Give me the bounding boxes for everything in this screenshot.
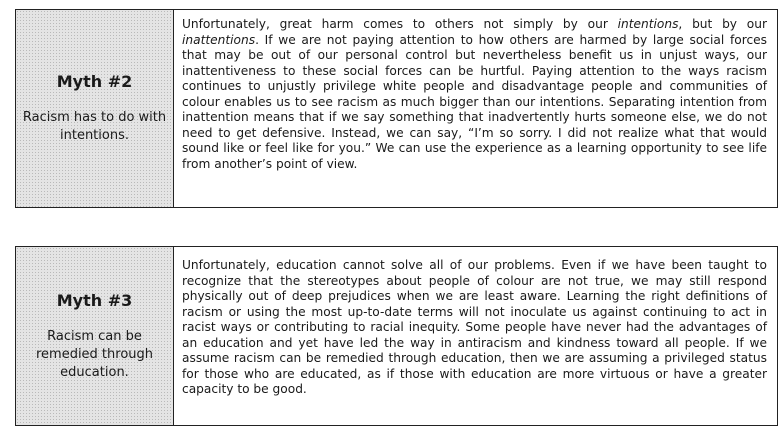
myth-2-title: Myth #2: [56, 72, 133, 91]
myth-3-claim: Racism can be remedied through education.: [35, 328, 154, 380]
myth-3-sidebar: [16, 247, 174, 425]
myth-2-sidebar: [16, 10, 174, 207]
myth-2-box: [15, 9, 778, 208]
myth-2-body-text: . If we are not paying attention to how others are harmed by large social forces that may be out of our personal control but nevertheless benefit us in unjust ways, our inattentiveness to these social forces can be hurtful. Paying attention to the ways racism continues to unjustly privilege white people and disadvantage people and communities of colour enables us to see racism as much bigger than our intentions. Separating intention from inattention means that if we say something that inadvertently hurts someone else, we do not need to get defensive. Instead, we can say, “I’m so sorry. I did not realize what that would sound like or feel like for you.” We can use the experience as a learning opportunity to see life from another’s point of view.: [182, 32, 767, 171]
myth-2-body-text: Unfortunately, great harm comes to others not simply by our: [182, 17, 618, 31]
myth-2-body-emphasis: intentions: [617, 17, 679, 31]
myth-2-body-text: , but by our: [678, 17, 767, 31]
myth-3-title: Myth #3: [56, 290, 133, 310]
myth-3-box: [15, 246, 778, 426]
myth-2-claim: Racism has to do with intentions.: [22, 110, 167, 143]
myth-2-body-emphasis: inattentions: [182, 32, 256, 47]
myth-3-body: Unfortunately, education cannot solve all of our problems. Even if we have been taught to recognize that the stereotypes about people of colour are not true, we may still respond physically out of deep prejudices when we are least aware. Learning the right definitions of racism or using the most up-to-date terms will not inoculate us against continuing to act in racist ways or contributing to racial inequity. Some people have never had the advantages of an education and yet have led the way in antiracism and kindness toward all people. If we assume racism can be remedied through education, then we are assuming a privileged status for those who are educated, as if those with education are more virtuous or have a greater capacity to be good.: [182, 258, 767, 396]
myth-2-body: [174, 10, 777, 207]
